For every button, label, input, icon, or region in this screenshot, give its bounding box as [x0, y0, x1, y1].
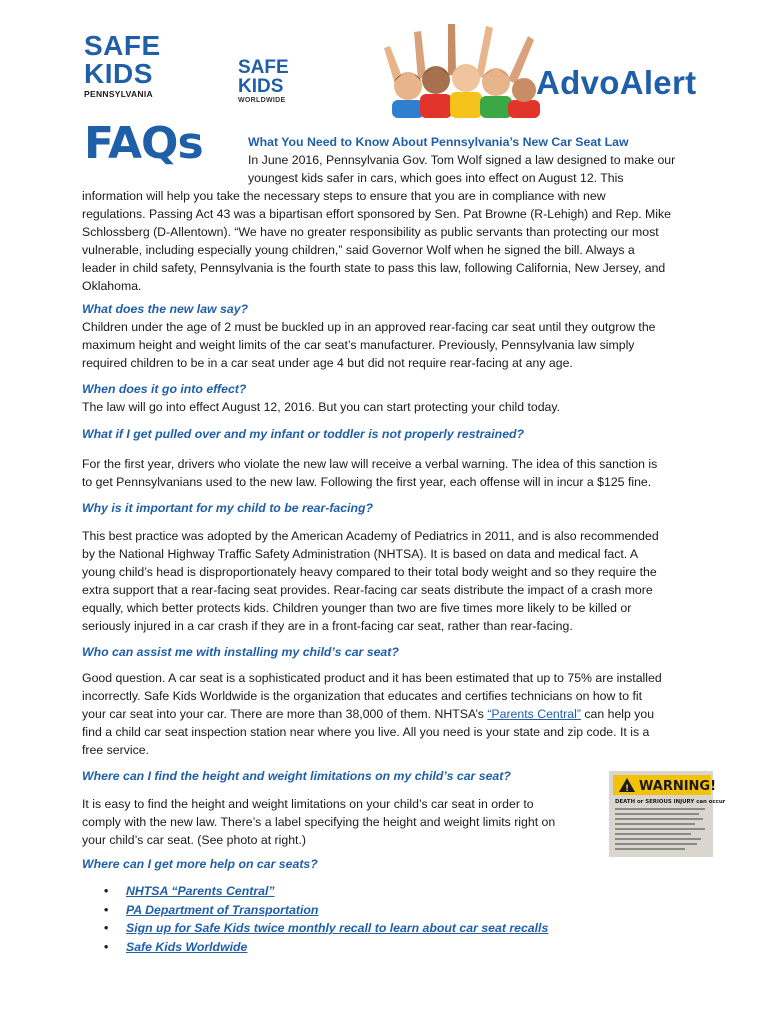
- resource-link-nhtsa[interactable]: NHTSA “Parents Central”: [126, 884, 275, 898]
- intro-line: In June 2016, Pennsylvania Gov. Tom Wolf signed a law designed to make our: [248, 153, 676, 167]
- intro-line: leader in child safety, Pennsylvania is the fourth state to pass this law, following California, New Jersey, and: [82, 261, 666, 275]
- answer-line: seriously injured in a car crash if they are in a front-facing car seat, rather than rear-facing.: [82, 619, 573, 633]
- answer-line: your child’s car seat. (See photo at right.): [82, 833, 306, 847]
- answer-line: by the National Highway Traffic Safety Administration (NHTSA). It is based on data and medical fact. A: [82, 547, 639, 561]
- warning-heading: WARNING!: [639, 779, 717, 794]
- answer-line: equally, which better protects kids. Children younger than two are five times more likely to be killed or: [82, 601, 632, 615]
- answer-line: incorrectly. Safe Kids Worldwide is the organization that educates and certifies technicians on how to fit: [82, 689, 643, 703]
- question-installing: Who can assist me with installing my child’s car seat?: [82, 645, 399, 659]
- intro-line: Oklahoma.: [82, 279, 142, 293]
- resource-item[interactable]: [86, 882, 548, 901]
- answer-line-with-link: [82, 705, 654, 723]
- warning-subheading: DEATH or SERIOUS INJURY can occur: [615, 799, 726, 805]
- logo-middle-line3: WORLDWIDE: [238, 97, 286, 104]
- resource-item[interactable]: [86, 938, 548, 957]
- intro-line: youngest kids safer in cars, which goes into effect on August 12. This: [248, 171, 624, 185]
- car-seat-warning-label-photo: [609, 771, 726, 857]
- kids-cheering-photo: [378, 18, 546, 118]
- safe-kids-pennsylvania-logo: [84, 32, 164, 102]
- answer-text: can help you: [580, 707, 655, 721]
- safe-kids-worldwide-logo: [238, 58, 308, 108]
- intro-line: information will help you take the necessary steps to ensure that you are in compliance with new: [82, 189, 606, 203]
- answer-line: The law will go into effect August 12, 2016. But you can start protecting your child today.: [82, 400, 561, 414]
- answer-text: your car seat into your car. There are more than 38,000 of them. NHTSA’s: [82, 707, 488, 721]
- parents-central-link[interactable]: “Parents Central”: [487, 707, 581, 721]
- logo-left-line1: SAFE: [84, 30, 161, 61]
- intro-line: regulations. Passing Act 43 was a bipartisan effort sponsored by Sen. Pat Browne (R-Lehigh) and Rep. Mike: [82, 207, 671, 221]
- answer-line: find a child car seat inspection station near where you live. All you need is your state and zip code. It is a: [82, 725, 650, 739]
- answer-line: Good question. A car seat is a sophisticated product and it has been estimated that up to 75% are installed: [82, 671, 662, 685]
- question-effective-date: When does it go into effect?: [82, 382, 247, 396]
- answer-line: This best practice was adopted by the American Academy of Pediatrics in 2011, and is also recommended: [82, 529, 659, 543]
- question-more-help: Where can I get more help on car seats?: [82, 857, 318, 871]
- resource-link-recall-signup[interactable]: Sign up for Safe Kids twice monthly recall to learn about car seat recalls: [126, 921, 549, 936]
- resource-item[interactable]: [86, 919, 548, 938]
- svg-text:!: !: [624, 784, 630, 794]
- intro-line: vulnerable, including especially young children,” said Governor Wolf when he signed the bill. Always a: [82, 243, 635, 257]
- answer-line: to get Pennsylvanians used to the new law. Following the first year, each offense will in incur a $125 fine.: [82, 475, 652, 489]
- resource-link-padot[interactable]: PA Department of Transportation: [126, 902, 319, 917]
- answer-line: extra support that a rear-facing seat provides. Rear-facing car seats distribute the impact of a crash more: [82, 583, 653, 597]
- logo-middle-line2: KIDS: [238, 76, 284, 97]
- question-new-law: What does the new law say?: [82, 302, 249, 316]
- answer-line: required children to be in a car seat under age 4 but did not require rear-facing at any age.: [82, 356, 573, 370]
- advoalert-logo: AdvoAlert: [536, 64, 697, 101]
- logo-left-line2: KIDS: [84, 58, 153, 89]
- answer-line: It is easy to find the height and weight limitations on your child’s car seat in order to: [82, 797, 534, 811]
- resource-link-safe-kids[interactable]: Safe Kids Worldwide: [126, 939, 248, 954]
- logo-middle-line1: SAFE: [238, 57, 289, 78]
- question-rear-facing: Why is it important for my child to be rear-facing?: [82, 501, 374, 515]
- logo-left-line3: PENNSYLVANIA: [84, 89, 153, 99]
- intro-title: What You Need to Know About Pennsylvania’s New Car Seat Law: [248, 135, 629, 149]
- question-pulled-over: What if I get pulled over and my infant or toddler is not properly restrained?: [82, 427, 525, 441]
- answer-line: comply with the new law. There’s a label specifying the height and weight limits right on: [82, 815, 556, 829]
- answer-line: Children under the age of 2 must be buckled up in an approved rear-facing car seat until they outgrow the: [82, 320, 656, 334]
- resource-links-list: [86, 882, 548, 956]
- resource-item[interactable]: [86, 901, 548, 920]
- answer-line: maximum height and weight limits of the car seat’s manufacturer. Previously, Pennsylvania law simply: [82, 338, 635, 352]
- answer-line: free service.: [82, 743, 149, 757]
- intro-line: Schlossberg (D-Allentown). “We have no greater responsibility as public servants than protecting our most: [82, 225, 659, 239]
- faqs-heading: FAQs: [84, 118, 203, 169]
- question-height-weight: Where can I find the height and weight limitations on my child’s car seat?: [82, 769, 511, 783]
- answer-line: For the first year, drivers who violate the new law will receive a verbal warning. The idea of this sanction is: [82, 457, 658, 471]
- answer-line: young child’s head is disproportionately heavy compared to their total body weight and so they require the: [82, 565, 657, 579]
